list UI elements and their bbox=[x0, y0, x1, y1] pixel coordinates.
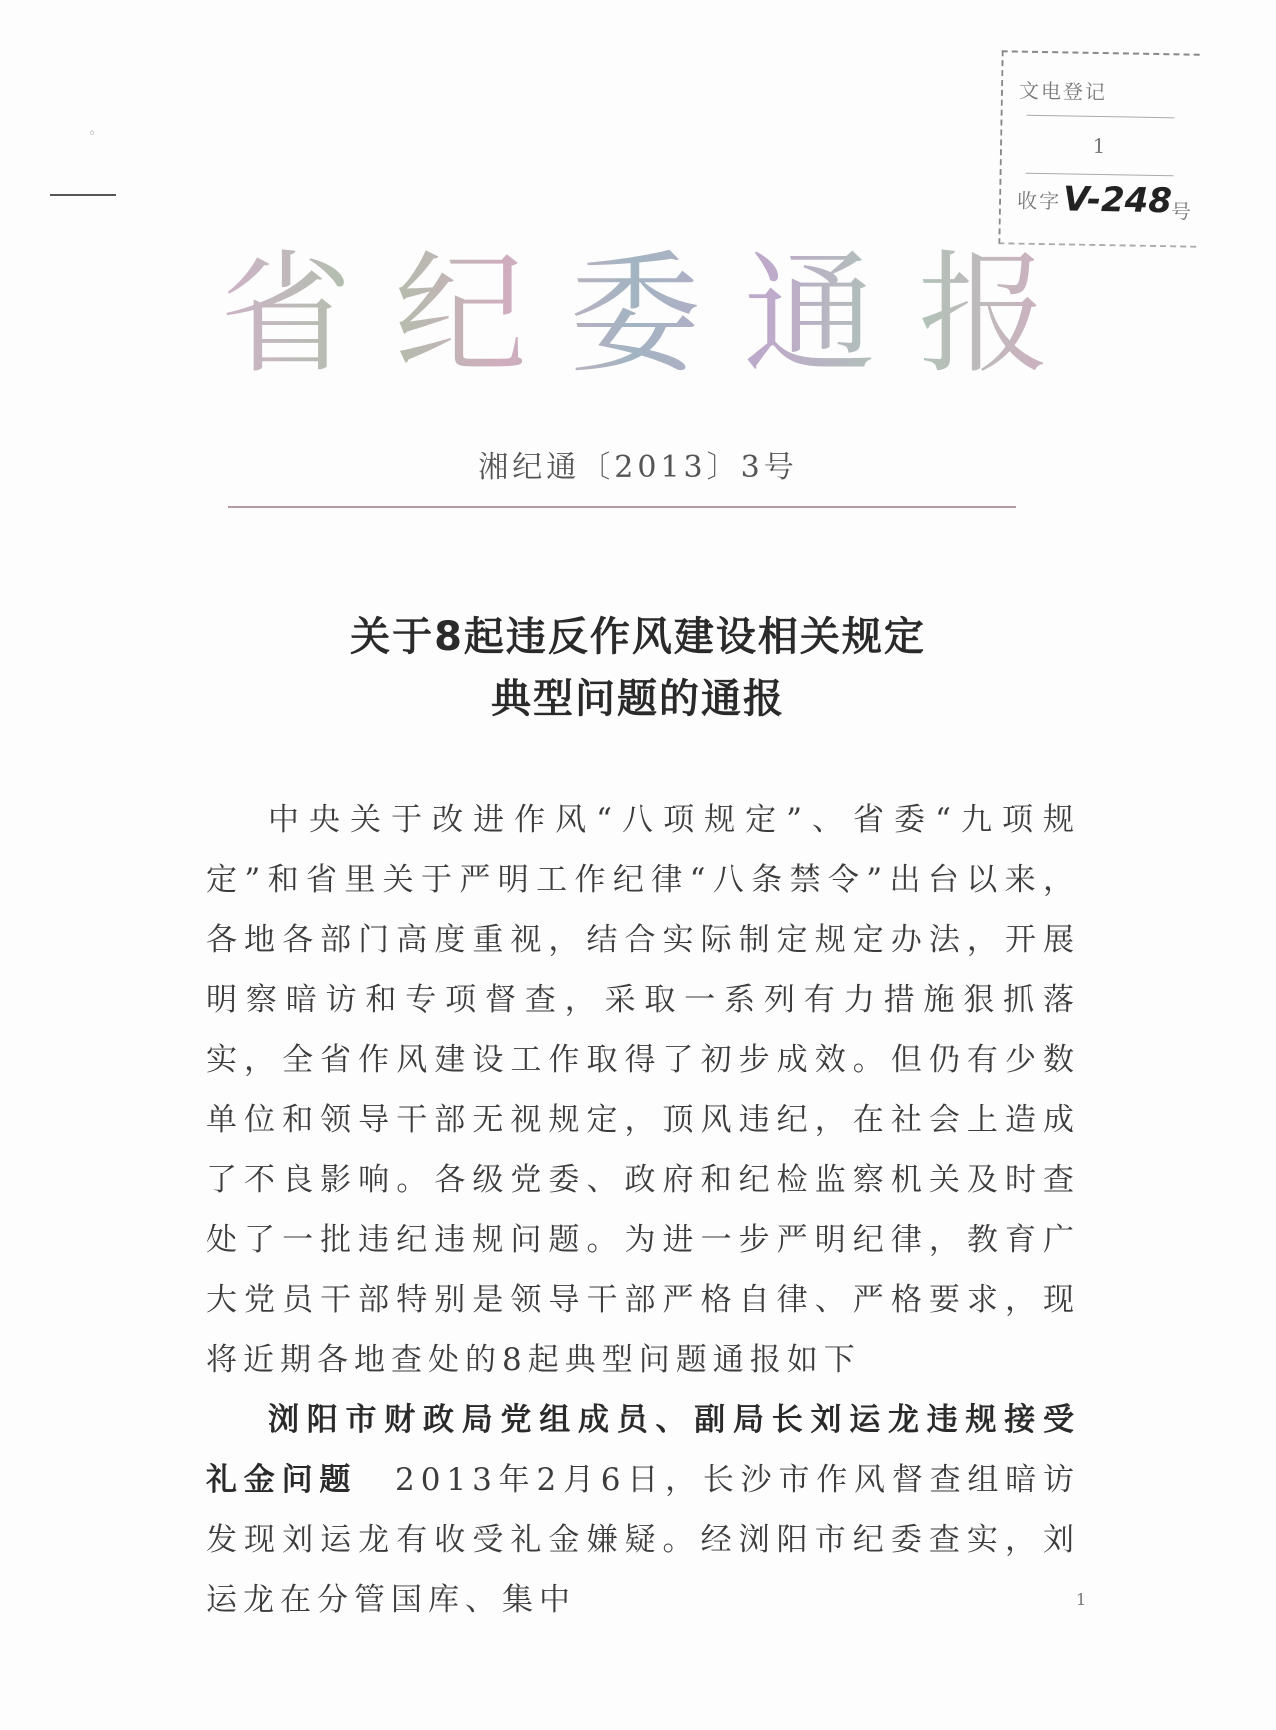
title-line-1: 关于8起违反作风建设相关规定 bbox=[350, 614, 926, 660]
masthead bbox=[220, 228, 1050, 392]
stamp-handwritten-number: V-248 bbox=[1062, 179, 1173, 222]
margin-dot: ◦ bbox=[88, 126, 97, 142]
case-paragraph bbox=[206, 1390, 1080, 1630]
document-number: 湘纪通〔2013〕3号 bbox=[478, 450, 798, 485]
stamp-number-label: 收字 bbox=[1016, 188, 1062, 214]
intro-paragraph: 中央关于改进作风“八项规定”、省委“九项规定”和省里关于严明工作纪律“八条禁令”出台以来，各地各部门高度重视，结合实际制定规定办法，开展明察暗访和专项督查，采取一系列有力措施狠抓落实，全省作风建设工作取得了初步成效。但仍有少数单位和领导干部无视规定，顶风违纪，在社会上造成了不良影响。各级党委、政府和纪检监察机关及时查处了一批违纪违规问题。为进一步严明纪律，教育广大党员干部特别是领导干部严格自律、严格要求，现将近期各地查处的8起典型问题通报如下 bbox=[206, 802, 1080, 1378]
masthead-char: 委 bbox=[569, 238, 701, 392]
margin-mark bbox=[50, 194, 116, 196]
masthead-char: 纪 bbox=[394, 238, 527, 392]
stamp-row-header: 文电登记 bbox=[1018, 78, 1108, 105]
stamp-row-copy: 1 bbox=[1092, 133, 1108, 159]
masthead-char: 报 bbox=[918, 238, 1050, 392]
page-number: 1 bbox=[1076, 1590, 1087, 1609]
stamp-divider bbox=[1026, 173, 1174, 177]
masthead-char: 省 bbox=[220, 238, 352, 392]
stamp-divider bbox=[1027, 115, 1175, 119]
stamp-number-suffix: 号 bbox=[1170, 199, 1194, 224]
header-divider bbox=[228, 506, 1016, 508]
masthead-char: 通 bbox=[743, 238, 876, 392]
case-heading: 浏阳市财政局党组成员、副局长刘运龙违规接受礼金问题 bbox=[206, 1402, 1080, 1498]
document-title bbox=[0, 606, 1276, 730]
case-text: 2013年2月6日，长沙市作风督查组暗访发现刘运龙有收受礼金嫌疑。经浏阳市纪委查实，刘运龙在分管国库、集中 bbox=[206, 1462, 1081, 1618]
document-body bbox=[206, 790, 1080, 1630]
title-line-2: 典型问题的通报 bbox=[491, 676, 785, 722]
